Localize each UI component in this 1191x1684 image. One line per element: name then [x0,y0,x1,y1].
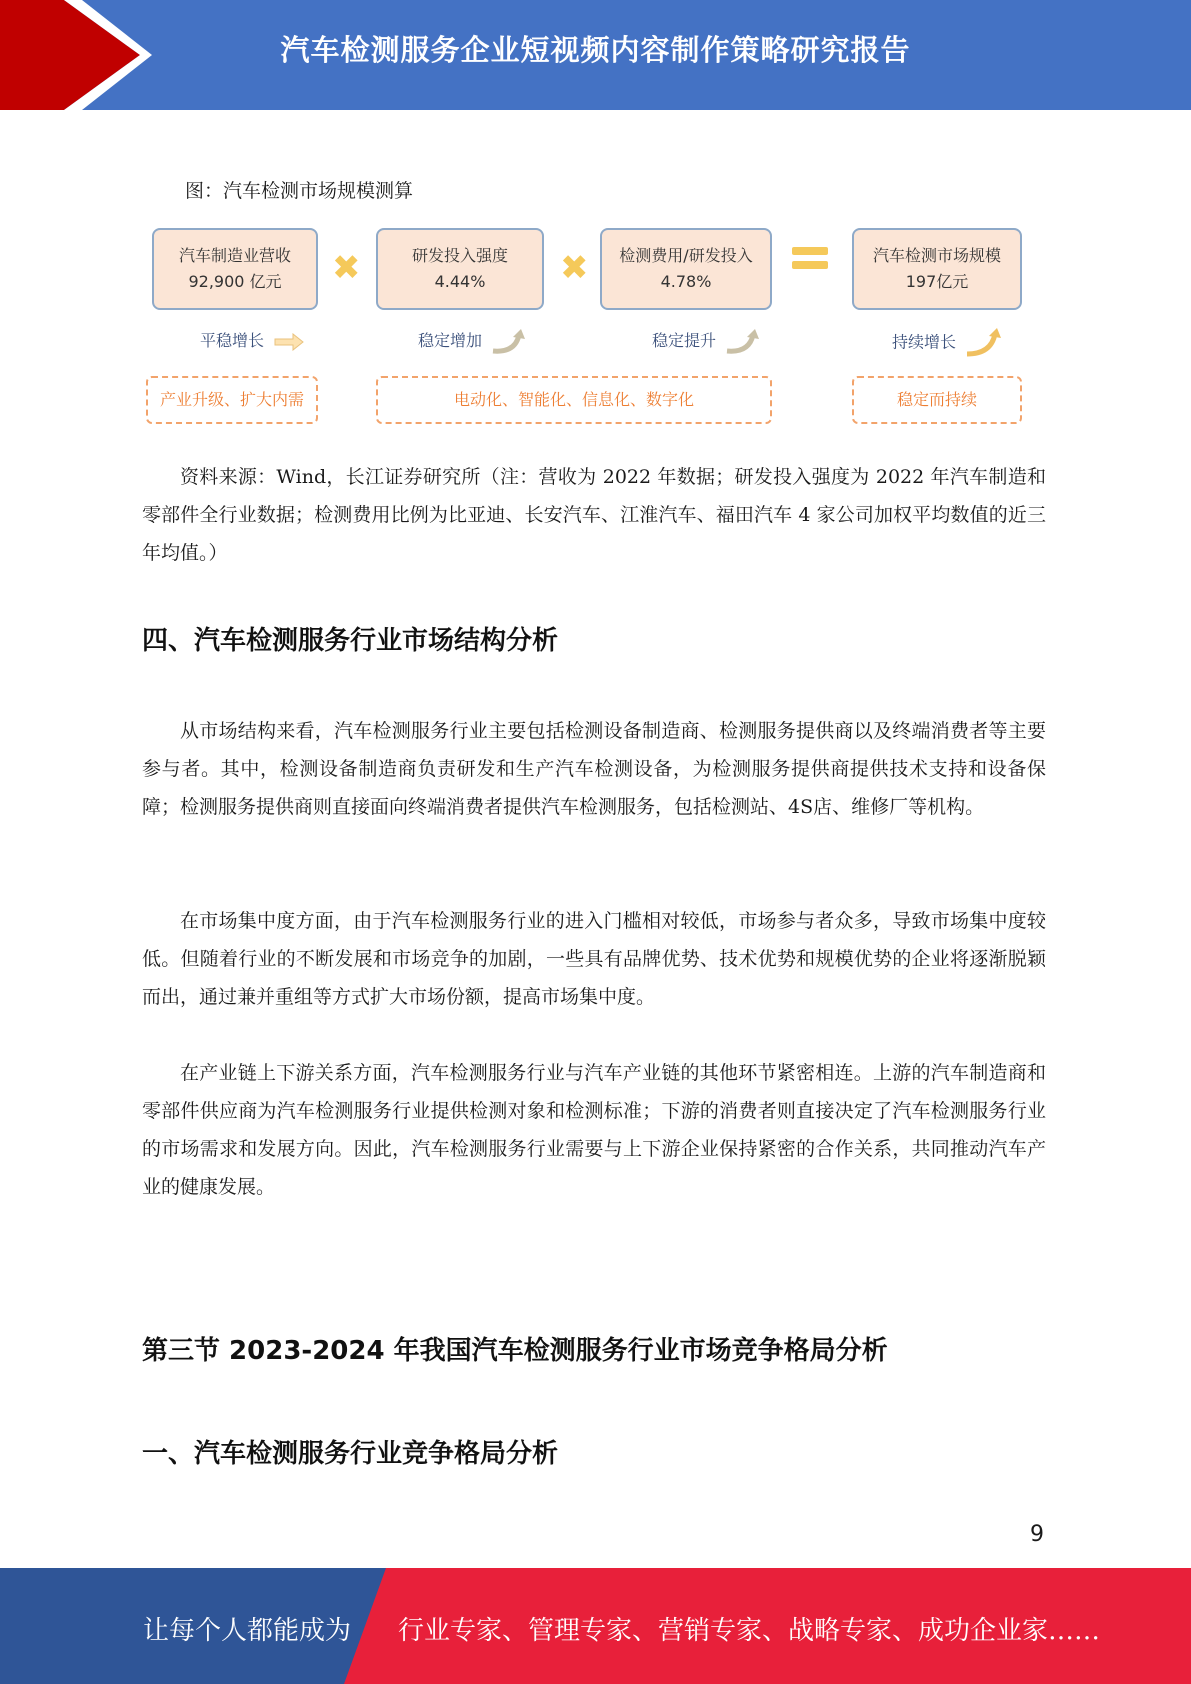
figure-caption: 图：汽车检测市场规模测算 [185,180,414,202]
footer-slogan-right: 行业专家、管理专家、营销专家、战略专家、成功企业家…… [398,1616,1101,1646]
page-header [0,0,1191,110]
rd-intensity-box [376,228,544,310]
trend-label: 稳定增加 [418,331,483,350]
test-cost-ratio-box [600,228,772,310]
section-heading: 四、汽车检测服务行业市场结构分析 [142,626,559,656]
driver-box-revenue: 产业升级、扩大内需 [146,376,318,424]
trend-rd [418,328,529,355]
trend-revenue [200,328,305,351]
market-size-diagram [140,220,1040,430]
paragraph: 在产业链上下游关系方面，汽车检测服务行业与汽车产业链的其他环节紧密相连。上游的汽车制造商和零部件供应商为汽车检测服务行业提供检测对象和检测标准；下游的消费者则直接决定了汽车检测服务行业的市场需求和发展方向。因此，汽车检测服务行业需要与上下游企业保持紧密的合作关系，共同推动汽车产业的健康发展。 [142,1062,1046,1198]
equals-icon [792,245,828,271]
trend-market-size [892,328,1003,358]
curved-arrow-up-icon [491,329,529,355]
test-cost-ratio-value: 4.78% [660,272,712,291]
trend-test-cost [652,328,763,355]
trend-label: 平稳增长 [200,331,265,350]
curved-arrow-up-icon [965,328,1003,358]
market-size-label: 汽车检测市场规模 [872,246,1001,265]
multiply-icon: ✖ [332,248,361,288]
subsection-title: 一、汽车检测服务行业竞争格局分析 [142,1439,559,1469]
revenue-box [152,228,318,310]
source-note: 资料来源：Wind，长江证券研究所（注：营收为 2022 年数据；研发投入强度为 2022 年汽车制造和零部件全行业数据；检测费用比例为比亚迪、长安汽车、江淮汽车、福田汽车 4 家公司加权平均数值的近三年均值。） [142,466,1046,564]
arrow-right-icon [273,333,305,351]
test-cost-ratio-label: 检测费用/研发投入 [619,246,753,265]
footer-slogan-left: 让每个人都能成为 [143,1616,352,1646]
rd-intensity-value: 4.44% [434,272,486,291]
equals-icon [792,240,828,280]
trend-label: 稳定提升 [652,331,717,350]
trend-label: 持续增长 [892,332,957,352]
driver-box-market: 稳定而持续 [852,376,1022,424]
multiply-icon: ✖ [560,248,589,288]
paragraph: 在市场集中度方面，由于汽车检测服务行业的进入门槛相对较低，市场参与者众多，导致市场集中度较低。但随着行业的不断发展和市场竞争的加剧，一些具有品牌优势、技术优势和规模优势的企业将逐渐脱颖而出，通过兼并重组等方式扩大市场份额，提高市场集中度。 [142,910,1046,1008]
revenue-label: 汽车制造业营收 [178,246,291,265]
paragraph: 从市场结构来看，汽车检测服务行业主要包括检测设备制造商、检测服务提供商以及终端消费者等主要参与者。其中，检测设备制造商负责研发和生产汽车检测设备，为检测服务提供商提供技术支持和设备保障；检测服务提供商则直接面向终端消费者提供汽车检测服务，包括检测站、4S店、维修厂等机构。 [142,720,1046,818]
section-title: 第三节 2023-2024 年我国汽车检测服务行业市场竞争格局分析 [142,1336,888,1366]
revenue-value: 92,900 亿元 [188,272,282,291]
market-size-value: 197亿元 [905,272,969,291]
driver-box-tech: 电动化、智能化、信息化、数字化 [376,376,772,424]
market-size-box [852,228,1022,310]
page-number: 9 [1030,1522,1044,1547]
rd-intensity-label: 研发投入强度 [411,246,508,265]
header-title: 汽车检测服务企业短视频内容制作策略研究报告 [280,33,911,67]
curved-arrow-up-icon [725,329,763,355]
